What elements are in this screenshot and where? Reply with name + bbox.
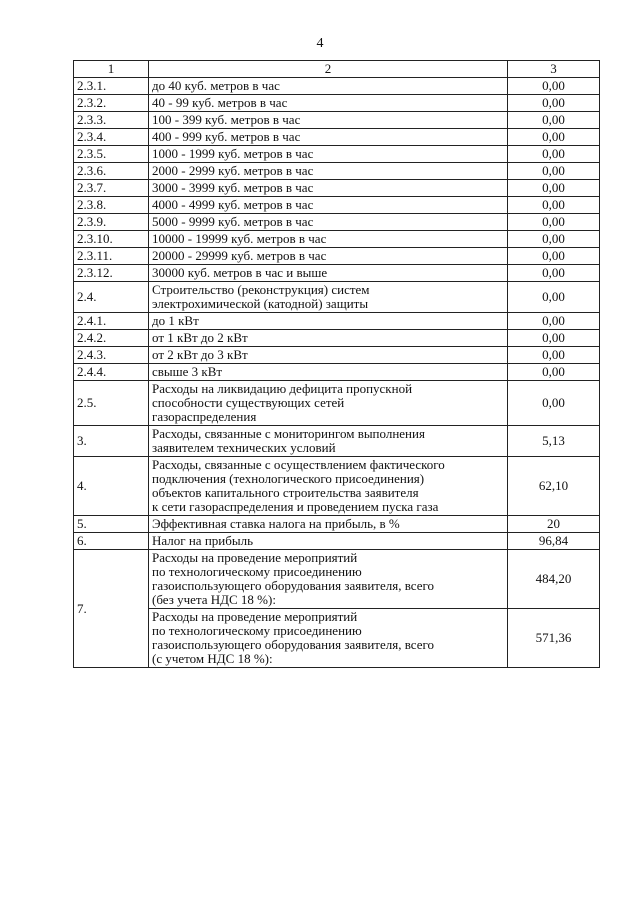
row-value: 0,00: [508, 248, 600, 265]
row-description: 2000 - 2999 куб. метров в час: [149, 163, 508, 180]
row-description: от 2 кВт до 3 кВт: [149, 347, 508, 364]
table-row: [74, 78, 600, 95]
table-row: [74, 550, 600, 609]
table-row: [74, 129, 600, 146]
table-row: [74, 533, 600, 550]
header-col-2: 2: [149, 61, 508, 78]
row-description: от 1 кВт до 2 кВт: [149, 330, 508, 347]
row-description: 20000 - 29999 куб. метров в час: [149, 248, 508, 265]
table-row: [74, 282, 600, 313]
table-row: [74, 347, 600, 364]
row-value: 571,36: [508, 609, 600, 668]
row-number: 6.: [74, 533, 149, 550]
row-value: 20: [508, 516, 600, 533]
row-value: 0,00: [508, 214, 600, 231]
table-row: [74, 163, 600, 180]
row-value: 0,00: [508, 163, 600, 180]
table-row: [74, 313, 600, 330]
header-col-1: 1: [74, 61, 149, 78]
table-row: [74, 180, 600, 197]
header-row: [74, 61, 600, 78]
row-description: 4000 - 4999 куб. метров в час: [149, 197, 508, 214]
row-number: 2.3.7.: [74, 180, 149, 197]
table-row: [74, 231, 600, 248]
table-row: [74, 112, 600, 129]
row-number: 2.3.1.: [74, 78, 149, 95]
table-row: [74, 381, 600, 426]
row-number: 5.: [74, 516, 149, 533]
row-number: 2.3.11.: [74, 248, 149, 265]
row-value: 0,00: [508, 197, 600, 214]
table-row: [74, 265, 600, 282]
row-value: 0,00: [508, 95, 600, 112]
table-row: [74, 146, 600, 163]
row-value: 5,13: [508, 426, 600, 457]
row-number: 2.4.4.: [74, 364, 149, 381]
row-description: Расходы, связанные с мониторингом выполнения заявителем технических условий: [149, 426, 508, 457]
row-number: 4.: [74, 457, 149, 516]
table-row: [74, 248, 600, 265]
row-number: 2.5.: [74, 381, 149, 426]
row-value: 0,00: [508, 282, 600, 313]
row-value: 484,20: [508, 550, 600, 609]
row-value: 0,00: [508, 330, 600, 347]
row-value: 0,00: [508, 78, 600, 95]
row-value: 0,00: [508, 313, 600, 330]
page-number: 4: [316, 36, 324, 51]
row-description: Строительство (реконструкция) систем электрохимической (катодной) защиты: [149, 282, 508, 313]
row-value: 0,00: [508, 231, 600, 248]
tariff-table: [73, 60, 600, 668]
row-description: 40 - 99 куб. метров в час: [149, 95, 508, 112]
row-description: Расходы на проведение мероприятий по технологическому присоединению газоиспользующего оборудования заявителя, всего (с учетом НДС 18 %):: [149, 609, 508, 668]
row-number: 7.: [74, 550, 149, 668]
row-description: 30000 куб. метров в час и выше: [149, 265, 508, 282]
row-value: 0,00: [508, 146, 600, 163]
table-row: [74, 214, 600, 231]
row-value: 0,00: [508, 381, 600, 426]
table-row: [74, 95, 600, 112]
row-description: до 1 кВт: [149, 313, 508, 330]
row-value: 0,00: [508, 347, 600, 364]
row-description: 10000 - 19999 куб. метров в час: [149, 231, 508, 248]
row-number: 2.3.8.: [74, 197, 149, 214]
row-number: 2.3.2.: [74, 95, 149, 112]
row-description: Эффективная ставка налога на прибыль, в %: [149, 516, 508, 533]
row-description: Налог на прибыль: [149, 533, 508, 550]
row-number: 2.3.4.: [74, 129, 149, 146]
header-col-3: 3: [508, 61, 600, 78]
row-number: 3.: [74, 426, 149, 457]
row-number: 2.3.6.: [74, 163, 149, 180]
table-row: [74, 364, 600, 381]
row-number: 2.4.: [74, 282, 149, 313]
row-description: 100 - 399 куб. метров в час: [149, 112, 508, 129]
row-value: 62,10: [508, 457, 600, 516]
row-value: 0,00: [508, 364, 600, 381]
table-row: [74, 426, 600, 457]
row-value: 96,84: [508, 533, 600, 550]
row-number: 2.3.12.: [74, 265, 149, 282]
table-row: [74, 457, 600, 516]
row-number: 2.4.1.: [74, 313, 149, 330]
row-number: 2.4.3.: [74, 347, 149, 364]
row-description: Расходы на ликвидацию дефицита пропускной способности существующих сетей газораспределения: [149, 381, 508, 426]
row-description: 3000 - 3999 куб. метров в час: [149, 180, 508, 197]
row-description: 1000 - 1999 куб. метров в час: [149, 146, 508, 163]
table-row: [74, 609, 600, 668]
table-row: [74, 330, 600, 347]
row-description: свыше 3 кВт: [149, 364, 508, 381]
row-number: 2.4.2.: [74, 330, 149, 347]
row-description: 5000 - 9999 куб. метров в час: [149, 214, 508, 231]
row-value: 0,00: [508, 112, 600, 129]
row-number: 2.3.9.: [74, 214, 149, 231]
row-number: 2.3.10.: [74, 231, 149, 248]
row-description: до 40 куб. метров в час: [149, 78, 508, 95]
table-row: [74, 197, 600, 214]
row-value: 0,00: [508, 129, 600, 146]
row-description: 400 - 999 куб. метров в час: [149, 129, 508, 146]
row-value: 0,00: [508, 180, 600, 197]
row-description: Расходы, связанные с осуществлением фактического подключения (технологического присоединения) объектов капитального строительства заявителя к сети газораспределения и проведением пуска газа: [149, 457, 508, 516]
row-number: 2.3.3.: [74, 112, 149, 129]
row-description: Расходы на проведение мероприятий по технологическому присоединению газоиспользующего оборудования заявителя, всего (без учета НДС 18 %):: [149, 550, 508, 609]
row-value: 0,00: [508, 265, 600, 282]
row-number: 2.3.5.: [74, 146, 149, 163]
table-row: [74, 516, 600, 533]
